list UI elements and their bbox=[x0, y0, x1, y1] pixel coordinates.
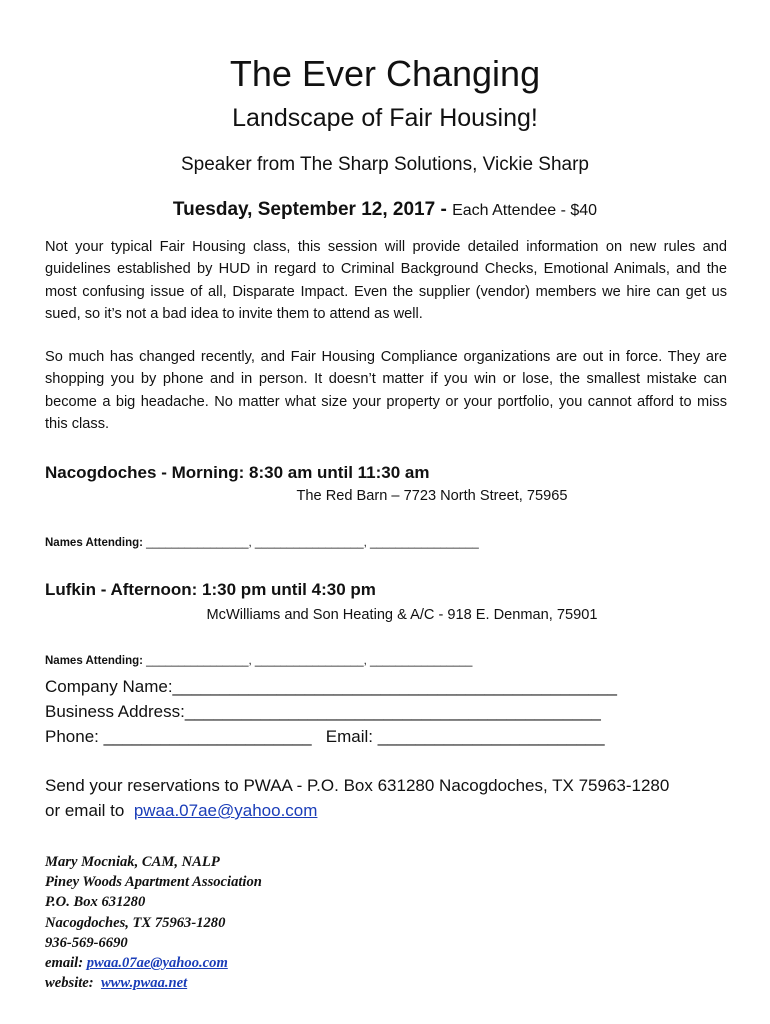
signature-org: Piney Woods Apartment Association bbox=[45, 874, 262, 891]
company-name-field[interactable]: Company Name:_______________________________________________ bbox=[45, 677, 617, 696]
signature-email-row bbox=[45, 953, 262, 973]
signature-block bbox=[45, 852, 262, 993]
names-attending-label: Names Attending: bbox=[45, 537, 143, 549]
reservation-email-prefix: or email to bbox=[45, 801, 134, 820]
session-heading-nacogdoches: Nacogdoches - Morning: 8:30 am until 11:30 am bbox=[45, 463, 430, 482]
session-location-nacogdoches: The Red Barn – 7723 North Street, 75965 bbox=[296, 488, 568, 504]
session-heading-lufkin: Lufkin - Afternoon: 1:30 pm until 4:30 pm bbox=[45, 580, 376, 599]
session-location-lufkin: McWilliams and Son Heating & A/C - 918 E. Denman, 75901 bbox=[206, 607, 598, 623]
business-address-field[interactable]: Business Address:____________________________________________ bbox=[45, 702, 601, 721]
title-line-2: Landscape of Fair Housing! bbox=[232, 104, 538, 132]
description-paragraph-2: So much has changed recently, and Fair Housing Compliance organizations are out in force. They are shopping you by phone and in person. It doesn’t matter if you win or lose, the smallest mistake can become a big headache. No matter what size your property or your portfolio, you cannot afford to miss this class. bbox=[45, 349, 727, 433]
signature-website-label: website: bbox=[45, 975, 101, 992]
signature-po-box: P.O. Box 631280 bbox=[45, 894, 146, 911]
signature-city: Nacogdoches, TX 75963-1280 bbox=[45, 914, 226, 931]
signature-email-link[interactable]: pwaa.07ae@yahoo.com bbox=[86, 955, 228, 972]
signature-name: Mary Mocniak, CAM, NALP bbox=[45, 854, 220, 870]
attendee-fee: Each Attendee - $40 bbox=[452, 202, 598, 219]
reservation-email-link[interactable]: pwaa.07ae@yahoo.com bbox=[133, 801, 318, 820]
names-attending-lufkin[interactable] bbox=[45, 653, 472, 669]
description-paragraph-1: Not your typical Fair Housing class, this session will provide detailed information on new rules and guidelines established by HUD in regard to Criminal Background Checks, Emotional Animals, and the most confusing issue of all, Disparate Impact. Even the supplier (vendor) members we hire can get us sued, so it’s not a bad idea to invite them to attend as well. bbox=[45, 239, 727, 323]
date-line bbox=[0, 196, 770, 225]
phone-email-field[interactable]: Phone: ______________________ Email: ________________________ bbox=[45, 727, 605, 746]
names-attending-nacogdoches[interactable] bbox=[45, 535, 479, 551]
signature-phone: 936-569-6690 bbox=[45, 934, 128, 951]
signature-website-link[interactable]: www.pwaa.net bbox=[100, 975, 188, 992]
title-line-1: The Ever Changing bbox=[229, 53, 541, 94]
speaker-line: Speaker from The Sharp Solutions, Vickie Sharp bbox=[180, 154, 590, 175]
names-attending-blanks[interactable]: ________________, _________________, _________________ bbox=[142, 537, 479, 549]
signature-email-label: email: bbox=[45, 955, 87, 972]
event-date: Tuesday, September 12, 2017 - bbox=[172, 199, 447, 220]
reservation-instructions bbox=[45, 773, 669, 823]
reservation-line-2 bbox=[45, 798, 669, 823]
signature-website-row bbox=[45, 973, 262, 993]
reservation-line-1: Send your reservations to PWAA - P.O. Box 631280 Nacogdoches, TX 75963-1280 bbox=[45, 776, 670, 795]
names-attending-label: Names Attending: bbox=[45, 655, 143, 667]
names-attending-blanks[interactable]: ________________, _________________, ________________ bbox=[142, 655, 473, 667]
